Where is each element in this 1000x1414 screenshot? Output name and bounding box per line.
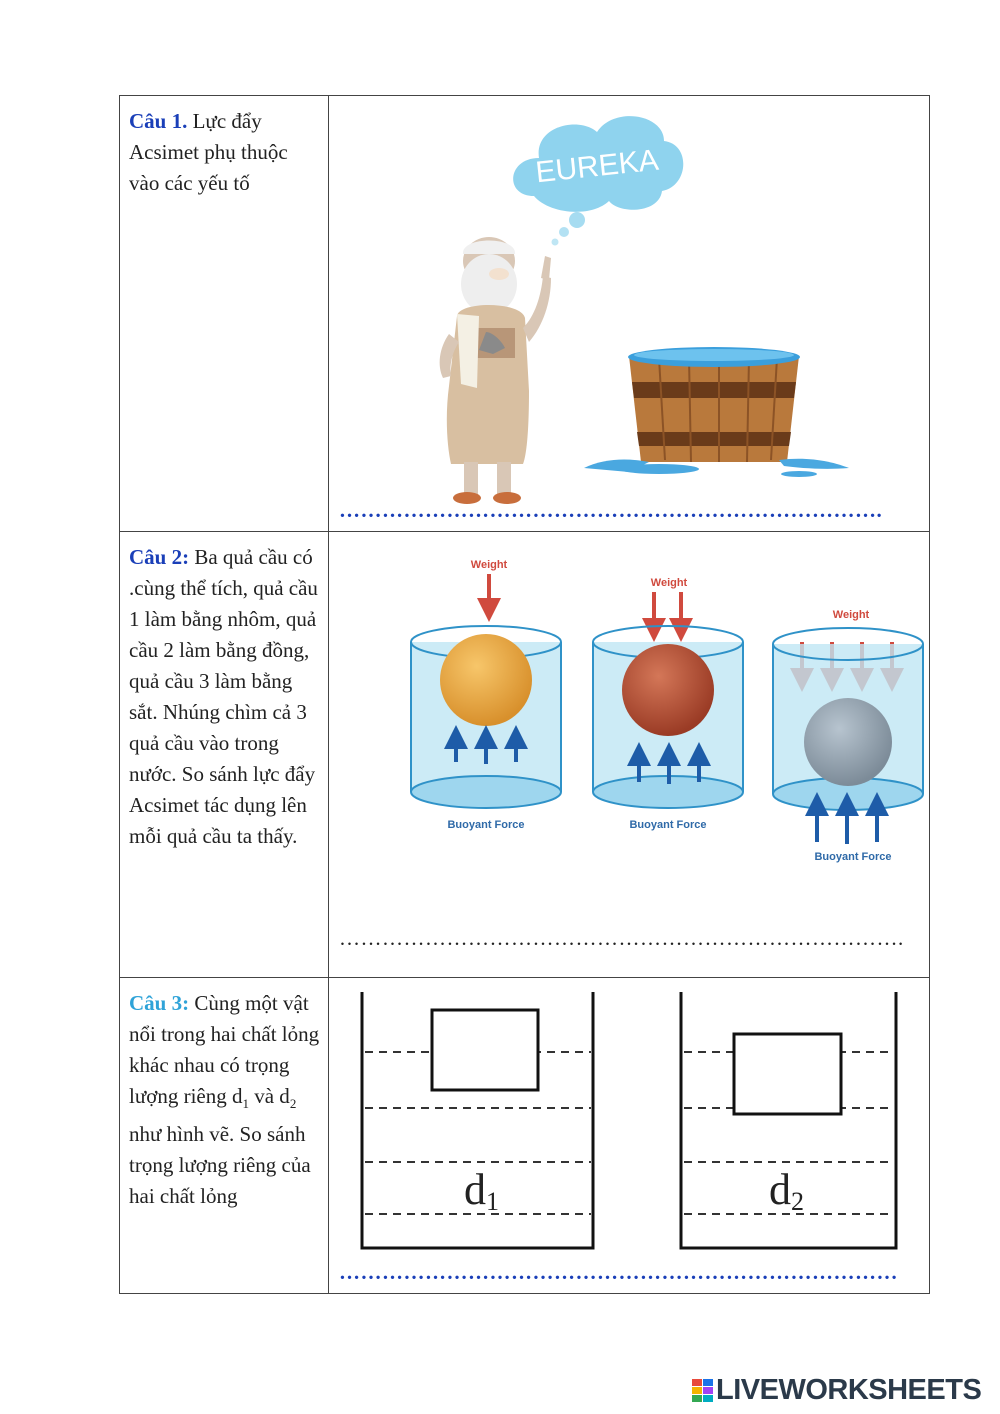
buoyant-label-2: Buoyant Force <box>629 819 707 831</box>
sphere-panel-iron <box>773 609 923 863</box>
weight-label-1: Weight <box>470 559 508 571</box>
question-1-prompt <box>120 96 329 532</box>
thought-bubble <box>513 116 683 245</box>
weight-label-2: Weight <box>650 577 688 589</box>
question-2-label: Câu 2: <box>129 545 190 569</box>
question-1-label: Câu 1. <box>129 109 188 133</box>
container-d1 <box>362 992 593 1248</box>
question-1-figure-cell <box>329 96 930 532</box>
question-3-sub1: 1 <box>242 1096 249 1112</box>
question-2-answer-line[interactable]: ……………………………………………………………………. <box>339 926 904 950</box>
archimedes-illustration <box>329 96 946 532</box>
question-row-2 <box>120 532 930 978</box>
eureka-text: EUREKA <box>533 143 661 190</box>
label-d1-sub: 1 <box>486 1187 499 1216</box>
question-row-3 <box>120 978 930 1294</box>
liveworksheets-logo-icon <box>692 1379 714 1403</box>
label-d1 <box>464 1165 499 1216</box>
question-2-text: Ba quả cầu có .cùng thể tích, quả cầu 1 làm bằng nhôm, quả cầu 2 làm bằng đồng, quả cầu 3 làm bằng sắt. Nhúng chìm cả 3 quả cầu vào trong nước. So sánh lực đẩy Acsimet tác dụng lên mỗi quả cầu ta thấy. <box>129 545 318 848</box>
sphere-panel-copper <box>593 577 743 831</box>
wooden-tub <box>584 347 849 477</box>
label-d2 <box>769 1165 804 1216</box>
question-3-label: Câu 3: <box>129 991 190 1015</box>
sphere-panel-aluminium <box>411 559 561 831</box>
question-3-text-b: và d <box>248 1084 290 1108</box>
archimedes-figure <box>440 237 551 504</box>
question-1-answer-line[interactable]: …………………………………………………………………. <box>339 498 883 522</box>
question-2-prompt <box>120 532 329 978</box>
label-d2-letter: d <box>769 1165 791 1214</box>
label-d2-sub: 2 <box>791 1187 804 1216</box>
question-row-1 <box>120 96 930 532</box>
floating-block-diagram <box>329 978 946 1294</box>
question-3-text-a: Cùng một vật nổi trong hai chất lỏng khác nhau có trọng lượng riêng d <box>129 991 320 1108</box>
worksheet-table <box>119 95 930 1294</box>
container-d2 <box>681 992 896 1248</box>
question-3-figure-cell <box>329 978 930 1294</box>
question-3-prompt <box>120 978 329 1294</box>
buoyancy-spheres-illustration <box>329 532 946 978</box>
liveworksheets-logo[interactable] <box>692 1376 988 1406</box>
liveworksheets-brand: LIVEWORKSHEETS <box>716 1374 982 1406</box>
question-3-sub2: 2 <box>289 1096 297 1112</box>
label-d1-letter: d <box>464 1165 486 1214</box>
question-3-text-c: như hình vẽ. So sánh trọng lượng riêng của hai chất lỏng <box>129 1122 311 1209</box>
question-2-figure-cell <box>329 532 930 978</box>
buoyant-label-3: Buoyant Force <box>814 851 892 863</box>
question-3-answer-line[interactable]: …………………………………………………………………… <box>339 1260 898 1284</box>
weight-label-3: Weight <box>832 609 870 621</box>
question-1-text: Lực đẩy Acsimet phụ thuộc vào các yếu tố <box>129 109 288 195</box>
buoyant-label-1: Buoyant Force <box>447 819 525 831</box>
